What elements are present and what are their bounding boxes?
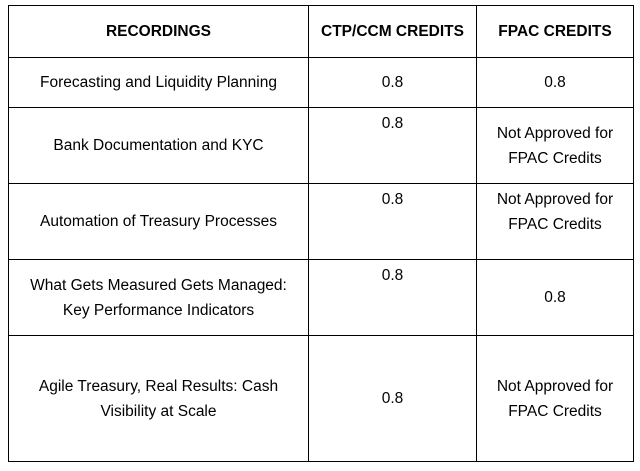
table-row xyxy=(9,108,634,184)
ctp-ccm-credit-value: 0.8 xyxy=(309,336,477,462)
header-recordings: RECORDINGS xyxy=(9,6,309,58)
recording-title: Forecasting and Liquidity Planning xyxy=(9,58,309,108)
fpac-credit-value: Not Approved for FPAC Credits xyxy=(477,336,634,462)
recording-title: Agile Treasury, Real Results: Cash Visibility at Scale xyxy=(9,336,309,462)
recording-title: Automation of Treasury Processes xyxy=(9,184,309,260)
header-ctp-ccm-credits: CTP/CCM CREDITS xyxy=(309,6,477,58)
ctp-ccm-credit-value: 0.8 xyxy=(309,260,477,336)
fpac-credit-value: 0.8 xyxy=(477,260,634,336)
recording-title: What Gets Measured Gets Managed: Key Performance Indicators xyxy=(9,260,309,336)
table-row xyxy=(9,260,634,336)
fpac-credit-value: 0.8 xyxy=(477,58,634,108)
ctp-ccm-credit-value: 0.8 xyxy=(309,108,477,184)
credits-table xyxy=(8,5,634,462)
recording-title: Bank Documentation and KYC xyxy=(9,108,309,184)
fpac-credit-value: Not Approved for FPAC Credits xyxy=(477,184,634,260)
table-row xyxy=(9,58,634,108)
ctp-ccm-credit-value: 0.8 xyxy=(309,58,477,108)
table-row xyxy=(9,184,634,260)
header-fpac-credits: FPAC CREDITS xyxy=(477,6,634,58)
table-row xyxy=(9,336,634,462)
fpac-credit-value: Not Approved for FPAC Credits xyxy=(477,108,634,184)
ctp-ccm-credit-value: 0.8 xyxy=(309,184,477,260)
table-header-row xyxy=(9,6,634,58)
